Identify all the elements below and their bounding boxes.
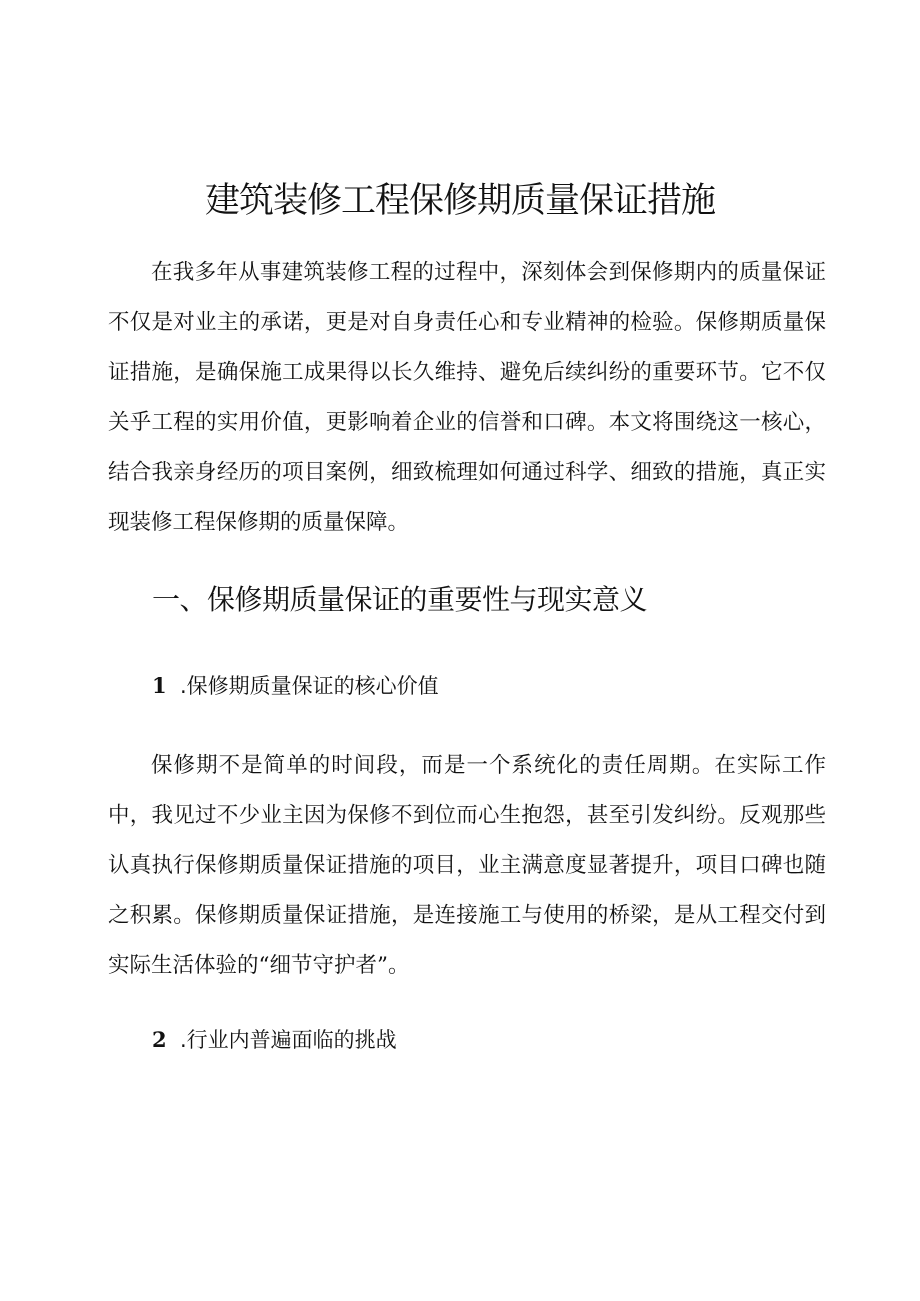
subsection-number-1: 1 xyxy=(152,673,167,698)
subsection-1-paragraph: 保修期不是简单的时间段，而是一个系统化的责任周期。在实际工作中，我见过不少业主因为保修不到位而心生抱怨，甚至引发纠纷。反观那些认真执行保修期质量保证措施的项目，业主满意度显著提升，项目口碑也随之积累。保修期质量保证措施，是连接施工与使用的桥梁，是从工程交付到实际生活体验的“细节守护者”。 xyxy=(108,753,826,978)
subsection-title-1: .保修期质量保证的核心价值 xyxy=(180,674,439,698)
subsection-heading-1 xyxy=(152,666,439,706)
subsection-heading-2 xyxy=(152,1020,397,1060)
subsection-title-2: .行业内普遍面临的挑战 xyxy=(180,1028,397,1052)
subsection-number-2: 2 xyxy=(152,1027,167,1052)
intro-paragraph: 在我多年从事建筑装修工程的过程中，深刻体会到保修期内的质量保证不仅是对业主的承诺，更是对自身责任心和专业精神的检验。保修期质量保证措施，是确保施工成果得以长久维持、避免后续纠纷的重要环节。它不仅关乎工程的实用价值，更影响着企业的信誉和口碑。本文将围绕这一核心，结合我亲身经历的项目案例，细致梳理如何通过科学、细致的措施，真正实现装修工程保修期的质量保障。 xyxy=(108,260,826,535)
section-heading-1: 一、保修期质量保证的重要性与现实意义 xyxy=(152,583,648,616)
document-title: 建筑装修工程保修期质量保证措施 xyxy=(204,181,715,221)
